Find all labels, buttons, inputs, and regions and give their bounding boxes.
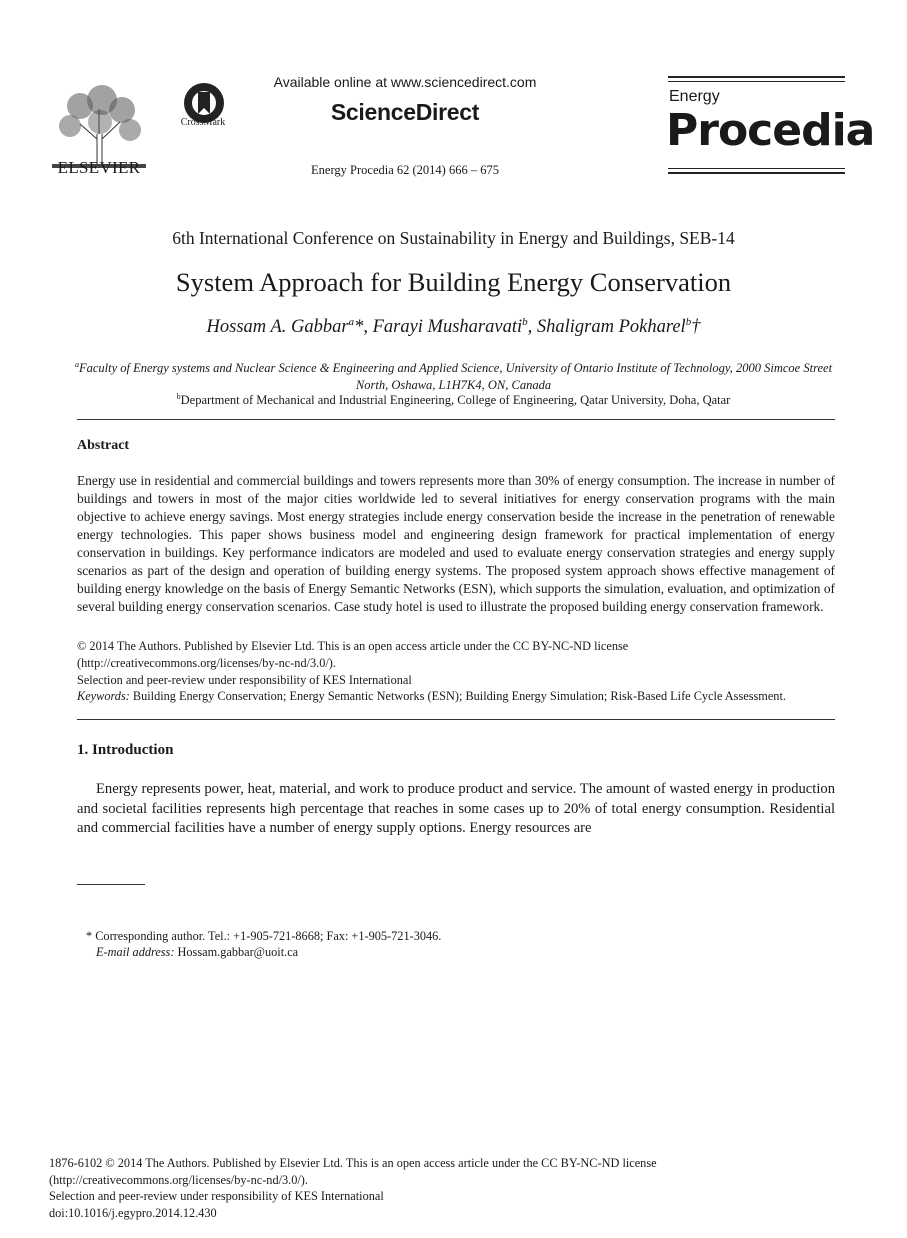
affiliation-sup: b (176, 392, 181, 401)
footer-license-link[interactable]: (http://creativecommons.org/licenses/by-nc-nd/3.0/). (49, 1172, 308, 1187)
affiliation-sup: a (74, 360, 79, 369)
author-affil-sup: b (522, 316, 528, 328)
author-list: Hossam A. Gabbar$^a$*, Farayi Musharavati$^b$, Shaligram Pokharel$^b$† (206, 316, 701, 338)
journal-name-small: Energy (669, 88, 720, 105)
affiliation-text: Department of Mechanical and Industrial Engineering, College of Engineering, Qatar University, Doha, Qatar (180, 393, 731, 408)
section-heading: 1. Introduction (77, 742, 174, 758)
author-affil-sup: a (348, 316, 355, 328)
divider-bottom (77, 719, 835, 720)
author-mark: * (354, 317, 364, 338)
introduction-text: Energy represents power, heat, material, and work to produce product and service. The amount of wasted energy in production and societal facilities represents high percentage that reaches in some cases up to 20% of total energy consumption. Residential and commercial facilities have a number of energy supply options. Energy resources are (77, 781, 835, 837)
author-affil-sup: b (685, 316, 692, 328)
page-footer (49, 1155, 869, 1221)
journal-name-large: Procedia (666, 105, 875, 156)
journal-rule-top (668, 76, 845, 78)
journal-rule-top-thin (668, 81, 845, 82)
author-mark: † (691, 317, 701, 338)
conference-name: 6th International Conference on Sustainability in Energy and Buildings, SEB-14 (172, 228, 735, 248)
email-address[interactable]: Hossam.gabbar@uoit.ca (177, 945, 299, 959)
license-block (77, 638, 835, 689)
corresponding-author: Corresponding author. Tel.: +1-905-721-8668; Fax: +1-905-721-3046. (95, 929, 442, 943)
abstract-heading: Abstract (77, 438, 130, 453)
footnote (86, 928, 826, 960)
author-name: Hossam A. Gabbar (206, 317, 349, 338)
sciencedirect-logo: ScienceDirect (330, 99, 480, 125)
author-name: Shaligram Pokharel (536, 317, 686, 338)
email-label: E-mail address: (96, 945, 175, 959)
footnote-rule (77, 884, 145, 885)
footer-doi[interactable]: doi:10.1016/j.egypro.2014.12.430 (49, 1205, 217, 1220)
author-name: Farayi Musharavati (372, 317, 523, 338)
keywords-label: Keywords: (77, 689, 130, 703)
affiliation-text: Faculty of Energy systems and Nuclear Science & Engineering and Applied Science, University of Ontario Institute of Technology, 2000 Simcoe Street North, Oshawa, L1H7K4, ON, Canada (78, 361, 833, 393)
journal-rule-bottom-thin (668, 168, 845, 169)
footnote-marker: * (86, 929, 93, 943)
publisher-name: ELSEVIER (57, 158, 141, 177)
paper-title: System Approach for Building Energy Conservation (175, 267, 732, 297)
footer-license: 1876-6102 © 2014 The Authors. Published by Elsevier Ltd. This is an open access article under the CC BY-NC-ND license (49, 1156, 657, 1170)
divider-top (77, 419, 835, 420)
keywords-text: Building Energy Conservation; Energy Semantic Networks (ESN); Building Energy Simulation; Risk-Based Life Cycle Assessment. (132, 689, 786, 703)
journal-rule-bottom (668, 172, 845, 174)
affiliation-b (60, 388, 847, 409)
journal-reference: Energy Procedia 62 (2014) 666 – 675 (311, 163, 499, 177)
crossmark-label: CrossMark (180, 117, 226, 128)
license-line: © 2014 The Authors. Published by Elsevier Ltd. This is an open access article under the CC BY-NC-ND license (77, 639, 629, 653)
license-link[interactable]: (http://creativecommons.org/licenses/by-nc-nd/3.0/). (77, 656, 336, 670)
peer-review-line: Selection and peer-review under responsibility of KES International (77, 673, 412, 687)
available-online[interactable]: Available online at www.sciencedirect.com (273, 74, 537, 90)
keywords (77, 689, 835, 704)
footer-peer-review: Selection and peer-review under responsibility of KES International (49, 1189, 384, 1203)
abstract-text: Energy use in residential and commercial buildings and towers represents more than 30% of energy consumption. The increase in number of buildings and towers in most of the major cities worldwide led to several initiatives for energy conservation programs with the main objective to achieve energy savings. Most energy strategies include energy conservation beside the increase in the penetration of renewable energy technologies. This paper shows business model and engineering design framework for practical implementation of energy conservation in buildings. Key performance indicators are modeled and used to evaluate energy conservation strategies and energy supply scenarios as part of the design and operation of building energy systems. The proposed system approach shows effective management of building energy knowledge on the basis of Energy Semantic Networks (ESN), which supports the simulation, evaluation, and optimization of several building energy conservation scenarios. Case study hotel is used to illustrate the proposed building energy conservation framework. (77, 473, 835, 614)
